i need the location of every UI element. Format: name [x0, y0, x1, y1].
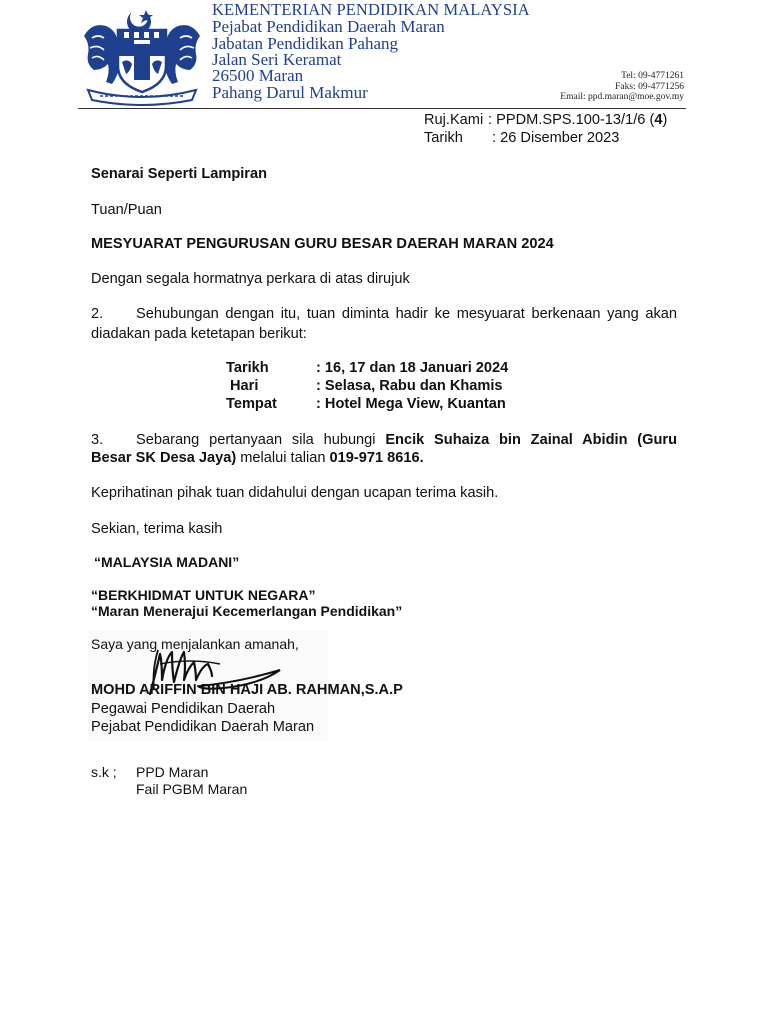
intro-paragraph: Dengan segala hormatnya perkara di atas dirujuk [91, 271, 410, 287]
contact-block [560, 71, 684, 103]
para3-line1 [136, 431, 677, 449]
tel-number: Tel: 09-4771261 [621, 71, 684, 81]
ref-value: PPDM.SPS.100-13/1/6 ( [496, 112, 655, 128]
date-separator: : [492, 130, 497, 146]
thanks-paragraph: Keprihatinan pihak tuan didahului dengan ucapan terima kasih. [91, 485, 499, 501]
para3-text-a: Sebarang pertanyaan sila hubungi [136, 432, 386, 448]
ministry-name: KEMENTERIAN PENDIDIKAN MALAYSIA [212, 0, 530, 19]
detail-venue-label: Tempat [226, 396, 277, 412]
ref-number: 4 [654, 112, 663, 128]
address-postcode: 26500 Maran [212, 66, 304, 85]
date-line [424, 129, 619, 147]
reference-line [424, 111, 667, 129]
cc-item: Fail PGBM Maran [136, 781, 248, 797]
detail-day-label: Hari [230, 378, 259, 394]
ref-separator: : [488, 112, 493, 128]
letterhead-divider [78, 108, 686, 109]
signoff-line: Saya yang menjalankan amanah, [91, 636, 299, 652]
para2-number: 2. [91, 306, 104, 322]
signatory-title: Pegawai Pendidikan Daerah [91, 701, 276, 717]
closing-line: Sekian, terima kasih [91, 521, 223, 537]
letterhead [76, 0, 688, 112]
subject: MESYUARAT PENGURUSAN GURU BESAR DAERAH MARAN 2024 [91, 236, 554, 252]
slogan-maran: “Maran Menerajui Kecemerlangan Pendidikan” [91, 603, 403, 619]
para2-line2: diadakan pada ketetapan berikut: [91, 326, 307, 342]
coat-of-arms-logo [78, 6, 206, 106]
contact-phone: 019-971 8616. [329, 450, 424, 466]
slogan-madani: “MALAYSIA MADANI” [94, 554, 240, 570]
slogan-negara: “BERKHIDMAT UNTUK NEGARA” [91, 587, 316, 603]
para3-line2 [91, 449, 424, 467]
fax-number: Faks: 09-4771256 [615, 81, 684, 92]
contact-person: Encik Suhaiza bin Zainal Abidin (Guru [385, 432, 677, 448]
date-value: 26 Disember 2023 [500, 130, 620, 146]
detail-day-value: : Selasa, Rabu dan Khamis [316, 378, 503, 394]
cc-label: s.k ; [91, 764, 117, 780]
cc-item: PPD Maran [136, 764, 209, 780]
salutation: Tuan/Puan [91, 202, 162, 218]
para2-line1: Sehubungan dengan itu, tuan diminta hadir ke mesyuarat berkenaan yang akan [136, 306, 677, 322]
detail-venue-value: : Hotel Mega View, Kuantan [316, 396, 506, 412]
signatory-name: MOHD ARIFFIN BIN HAJI AB. RAHMAN,S.A.P [91, 682, 403, 698]
para3-text-b: melalui talian [236, 450, 330, 466]
ref-label: Ruj.Kami [424, 112, 484, 128]
contact-school: Besar SK Desa Jaya) [91, 450, 237, 466]
address-state: Pahang Darul Makmur [212, 83, 368, 102]
detail-date-value: : 16, 17 dan 18 Januari 2024 [316, 360, 509, 376]
recipient: Senarai Seperti Lampiran [91, 166, 268, 182]
detail-date-label: Tarikh [226, 360, 269, 376]
signatory-office: Pejabat Pendidikan Daerah Maran [91, 719, 315, 735]
para3-number: 3. [91, 432, 104, 448]
department-name: Jabatan Pendidikan Pahang [212, 34, 399, 53]
email-address: Email: ppd.maran@moe.gov.my [560, 92, 684, 102]
address-street: Jalan Seri Keramat [212, 50, 342, 69]
date-label: Tarikh [424, 130, 463, 146]
ref-close: ) [662, 112, 668, 128]
office-name: Pejabat Pendidikan Daerah Maran [212, 17, 445, 36]
